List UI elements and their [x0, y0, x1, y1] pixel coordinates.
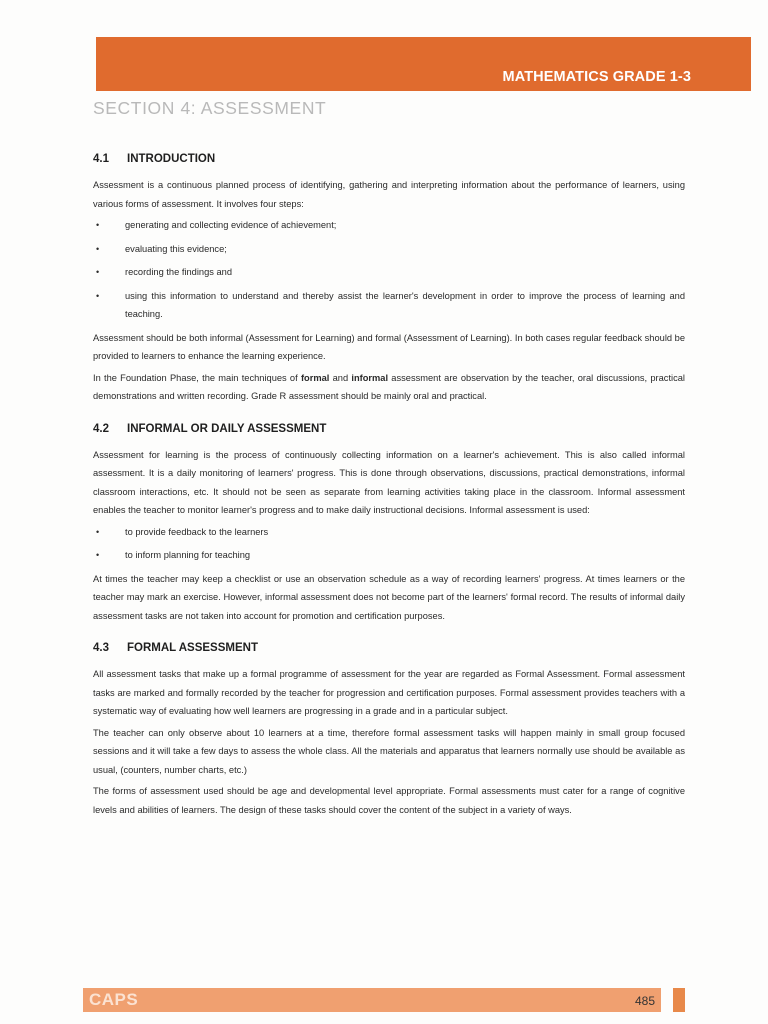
list-item	[93, 263, 685, 282]
formal-paragraph-3: The forms of assessment used should be age and developmental level appropriate. Formal assessments must cater for a range of cognitive levels and abilities of learners. The design of these tasks should cover the content of the subject in a variety of ways.	[93, 786, 685, 815]
bullet-icon: •	[96, 220, 100, 230]
footer-tab	[673, 988, 685, 1012]
section-heading-text: INFORMAL OR DAILY ASSESSMENT	[127, 422, 327, 435]
section-heading-text: FORMAL ASSESSMENT	[127, 642, 258, 654]
list-item-text: recording the findings and	[125, 267, 232, 277]
list-item-text: generating and collecting evidence of achievement;	[125, 220, 337, 230]
text-run: In the Foundation Phase, the main techniques of	[93, 372, 301, 383]
section-4-1-heading	[93, 153, 685, 165]
section-number: 4.3	[93, 642, 109, 654]
list-item	[93, 523, 685, 542]
list-item	[93, 546, 685, 565]
formal-paragraph-2: The teacher can only observe about 10 learners at a time, therefore formal assessment tasks will happen mainly in small group focused sessions and it will take a few days to assess the whole class. All the materials and apparatus that learners normally use should be available as usual, (counters, number charts, etc.)	[93, 727, 685, 775]
list-item-text: evaluating this evidence;	[125, 243, 227, 254]
list-item	[93, 287, 685, 324]
intro-paragraph-3	[93, 369, 685, 406]
section-heading-text: INTRODUCTION	[127, 153, 216, 165]
bold-term-informal: informal	[351, 372, 389, 383]
section-4-3-heading	[93, 642, 685, 654]
text-run: and	[329, 372, 352, 383]
bullet-icon: •	[96, 290, 100, 301]
list-item	[93, 240, 685, 259]
list-item-text: to inform planning for teaching	[125, 550, 251, 560]
section-4-2-heading	[93, 423, 685, 435]
text-run: assessment are observation by the teacher, oral discussions, practical demonstrations and written recording. Grade R assessment should be mainly oral and practical.	[93, 372, 685, 401]
list-item-text: using this information to understand and thereby assist the learner's development in order to improve the process of learning and teaching.	[125, 290, 685, 319]
bullet-icon: •	[96, 267, 100, 277]
main-content	[93, 153, 685, 822]
intro-paragraph-2: Assessment should be both informal (Assessment for Learning) and formal (Assessment of Learning). In both cases regular feedback should be provided to learners to enhance the learning experience.	[93, 332, 685, 361]
informal-uses-list	[93, 523, 685, 565]
formal-paragraph-1: All assessment tasks that make up a formal programme of assessment for the year are regarded as Formal Assessment. Formal assessment tasks are marked and formally recorded by the teacher for progression and certification purposes. Formal assessment provides teachers with a systematic way of evaluating how well learners are progressing in a grade and in a particular subject.	[93, 669, 685, 716]
footer-caps-logo: CAPS	[89, 990, 139, 1009]
bullet-icon: •	[96, 550, 100, 560]
page-number: 485	[635, 994, 656, 1008]
bullet-icon: •	[96, 243, 100, 254]
bullet-icon: •	[96, 526, 100, 537]
intro-paragraph-1: Assessment is a continuous planned process of identifying, gathering and interpreting information about the performance of learners, using various forms of assessment. It involves four steps:	[93, 180, 685, 209]
section-title: SECTION 4: ASSESSMENT	[93, 98, 327, 118]
bold-term-formal: formal	[300, 372, 330, 383]
section-number: 4.2	[93, 422, 109, 435]
informal-paragraph-2: At times the teacher may keep a checklist or use an observation schedule as a way of recording learners' progress. At times learners or the teacher may mark an exercise. However, informal assessment does not become part of the learners' formal record. The results of informal daily assessment tasks are not taken into account for promotion and certification purposes.	[93, 573, 685, 621]
header-title: MATHEMATICS GRADE 1-3	[502, 69, 691, 85]
list-item-text: to provide feedback to the learners	[125, 526, 269, 537]
list-item	[93, 216, 685, 235]
assessment-steps-list	[93, 216, 685, 324]
footer-band	[83, 988, 661, 1012]
informal-paragraph-1: Assessment for learning is the process of continuously collecting information on a learner's achievement. This is also called informal assessment. It is a daily monitoring of learners' progress. This is done through observations, discussions, practical demonstrations, informal classroom interactions, etc. It should not be seen as separate from learning activities taking place in the classroom. Informal assessment enables the teacher to monitor learner's progress and to make daily instructional decisions. Informal assessment is used:	[93, 449, 685, 515]
section-number: 4.1	[93, 153, 109, 165]
header-band	[96, 37, 751, 91]
